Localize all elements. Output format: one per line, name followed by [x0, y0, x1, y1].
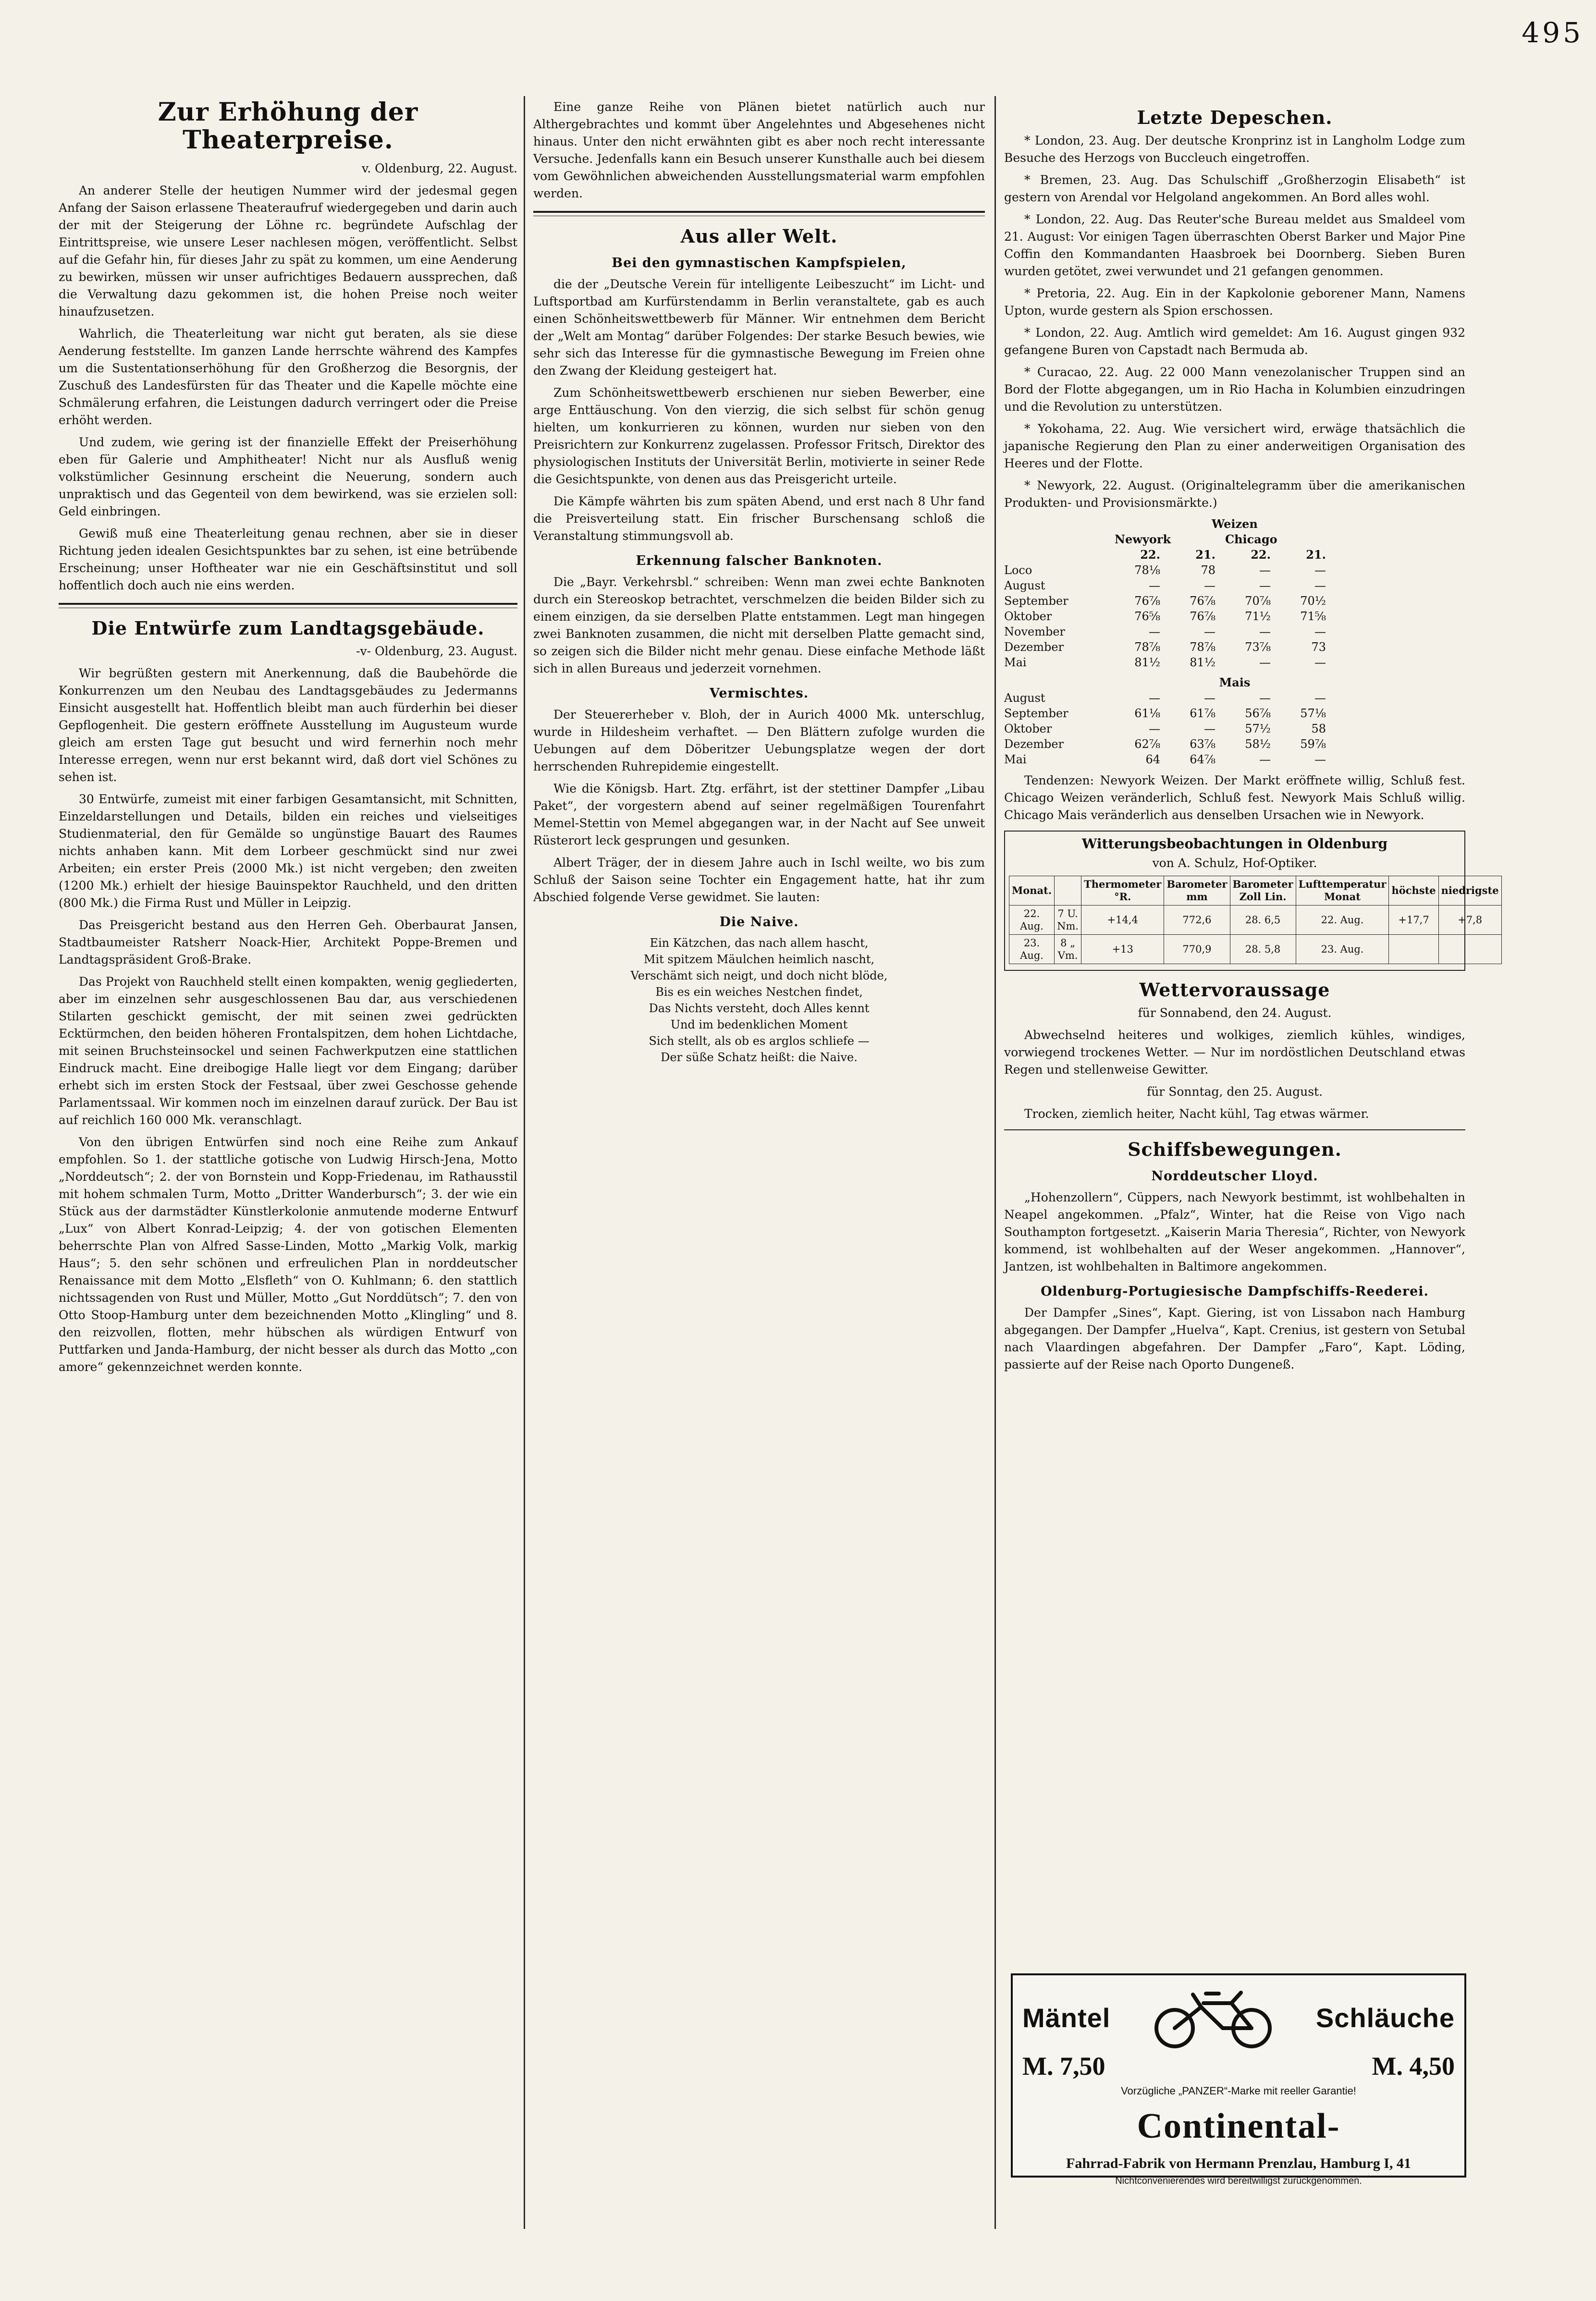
market-cell: —	[1149, 579, 1160, 592]
market-cell: September	[1004, 594, 1068, 608]
market-cell: —	[1149, 722, 1160, 735]
theater-dateline-place: v. Oldenburg,	[362, 161, 444, 175]
dispatch-item: * Curacao, 22. Aug. 22 000 Mann venezolanischer Truppen sind an Bord der Flotte abgegangen, um in Rio Hacha in Kolumbien einzudringen und die Revolution zu unterstützen.	[1004, 365, 1465, 414]
ad-right-price: M. 4,50	[1372, 2052, 1455, 2081]
market-row	[1004, 721, 1465, 736]
market-cell: 81½	[1190, 656, 1215, 669]
market-cell: Mai	[1004, 753, 1027, 766]
weather-cell: +14,4	[1081, 906, 1164, 935]
poem-line: Verschämt sich neigt, und doch nicht blöde,	[630, 969, 888, 982]
poem-line: Mit spitzem Mäulchen heimlich nascht,	[643, 953, 875, 966]
market-row	[1004, 624, 1465, 639]
landtag-article	[59, 665, 517, 1376]
market-cell: 70⅞	[1245, 594, 1271, 608]
weather-cell: 28. 6,5	[1230, 906, 1296, 935]
bicycle-ad	[1011, 1973, 1466, 2186]
theater-paragraph: Gewiß muß eine Theaterleitung genau rechnen, aber sie in dieser Richtung jeden idealen Gesichtspunktes bar zu sehen, ist eine betrübende Erscheinung; unser Hoftheater war nie ein Geschäftsinstitut und soll hoffentlich doch auch nie eins werden.	[59, 526, 517, 592]
poem-line: Und im bedenklichen Moment	[670, 1018, 848, 1031]
market-cell: 70½	[1300, 594, 1326, 608]
games-paragraph: Die Kämpfe währten bis zum späten Abend, und erst nach 8 Uhr fand die Preisverteilung statt. Ein frischer Burschensang schloß die Veranstaltung stimmungsvoll ab.	[533, 494, 985, 543]
market-cell: —	[1259, 656, 1271, 669]
market-cell: Dezember	[1004, 640, 1064, 654]
weather-cell: +13	[1081, 935, 1164, 964]
weather-header: Barometer Zoll Lin.	[1230, 876, 1296, 906]
ad-left-price: M. 7,50	[1022, 2052, 1105, 2081]
weather-header: Barometer mm	[1164, 876, 1230, 906]
market-header-date: 22.	[1251, 548, 1271, 562]
banknotes-subtitle: Erkennung falscher Banknoten.	[636, 553, 883, 568]
landtag-paragraph: Das Projekt von Rauchheld stellt einen kompakten, wenig gegliederten, aber im einzelnen sehr ausgeschlossenen Bau dar, aus verschiedenen Stilarten geschickt gemischt, der mit seinen zwei gedrückten Ecktürmchen, den beiden höheren Frontalspitzen, dem hohen Lichtdache, mit seinen Bruchsteinsockel und seinen Fachwerkputzen eine stattlichen Eindruck macht. Eine dreibogige Halle liegt vor dem Eingang; darüber erhebt sich im ersten Stock der Festsaal, über zwei Geschosse gehende Parlamentssaal. Wir kommen noch im einzelnen darauf zurück. Der Bau ist auf reichlich 160 000 Mk. veranschlagt.	[59, 975, 517, 1127]
wheat-market-table	[1004, 516, 1465, 670]
section-divider	[59, 603, 517, 608]
market-cell: November	[1004, 625, 1066, 638]
market-row	[1004, 593, 1465, 609]
theater-dateline	[59, 160, 517, 177]
market-header-date: 22.	[1140, 548, 1160, 562]
market-row	[1004, 706, 1465, 721]
weather-title: Witterungsbeobachtungen in Oldenburg	[1081, 836, 1388, 852]
shipping-subtitle-lloyd: Norddeutscher Lloyd.	[1151, 1169, 1318, 1184]
market-cell: 76⅞	[1134, 594, 1160, 608]
weather-header: Thermometer °R.	[1081, 876, 1164, 906]
shipping-text-lloyd: „Hohenzollern“, Cüppers, nach Newyork bestimmt, ist wohlbehalten in Neapel angekommen. „Pfalz“, Winter, hat die Reise von Vigo nach Southampton fortgesetzt. „Kaiserin Maria Theresia“, Richter, von Newyork kommend, ist wohlbehalten auf der Weser angekommen. „Hannover“, Jantzen, ist wohlbehalten in Baltimore angekommen.	[1004, 1190, 1465, 1273]
theater-paragraph: An anderer Stelle der heutigen Nummer wird der jedesmal gegen Anfang der Saison erlassene Theateraufruf wiedergegeben und darin auch der mit der Steigerung der Löhne rc. begründete Aufschlag der Eintrittspreise, wie unsere Leser nachlesen mögen, veröffentlicht. Selbst auf die Gefahr hin, für dieses Jahr zu spät zu kommen, um eine Aenderung zu bewirken, müssen wir unser aufrichtiges Bedauern aussprechen, daß die Verwaltung dazu gekommen ist, die hohen Preise noch weiter hinaufzusetzen.	[59, 184, 517, 318]
landtag-paragraph: 30 Entwürfe, zumeist mit einer farbigen Gesamtansicht, mit Schnitten, Einzeldarstellungen und Details, bilden ein reiches und vielseitiges Studienmaterial, den für Gemälde so ungünstige Bauart des Raumes nichts anhaben kann. Mit dem Lorbeer geschmückt sind nur zwei Arbeiten; ein erster Preis (2000 Mk.) ist nicht vergeben; den zweiten (1200 Mk.) erhielt der hiesige Bauinspektor Rauchheld, und den dritten (800 Mk.) die Firma Rust und Müller in Leipzig.	[59, 792, 517, 910]
maize-rows	[1004, 690, 1465, 767]
weather-cell: 22. Aug.	[1009, 906, 1055, 935]
weather-cell: +17,7	[1389, 906, 1438, 935]
wheat-rows	[1004, 563, 1465, 670]
market-cell: —	[1259, 691, 1271, 705]
market-cell: —	[1204, 722, 1215, 735]
market-cell: 78⅞	[1190, 640, 1215, 654]
dispatch-item: * Bremen, 23. Aug. Das Schulschiff „Großherzogin Elisabeth“ ist gestern von Arendal vor Helgoland angekommen. An Bord alles wohl.	[1004, 173, 1465, 204]
market-cell: 56⅞	[1245, 707, 1271, 720]
market-cell: 57⅛	[1300, 707, 1326, 720]
weather-cell	[1438, 935, 1501, 964]
market-cell: —	[1314, 656, 1326, 669]
games-subtitle: Bei den gymnastischen Kampfspielen,	[612, 256, 907, 270]
market-cell: 76⅞	[1190, 610, 1215, 623]
weather-cell: 7 U. Nm.	[1055, 906, 1081, 935]
ad-left-label: Mäntel	[1022, 2002, 1111, 2033]
games-paragraph: die der „Deutsche Verein für intelligente Leibeszucht“ im Licht- und Luftsportbad am Kurfürstendamm in Berlin veranstaltete, gab es auch einen Schönheitswettbewerb für Männer. Wir entnehmen dem Bericht der „Welt am Montag“ darüber Folgendes: Der starke Besuch bewies, wie sehr sich das Interesse für die gymnastische Bewegung im Freien ohne den Zwang der Kleidung gesteigert hat.	[533, 277, 985, 378]
market-cell: —	[1314, 691, 1326, 705]
weather-header	[1055, 876, 1081, 906]
market-cell: 59⅞	[1300, 737, 1326, 751]
market-header-place: Newyork	[1115, 532, 1171, 546]
weather-cell: 772,6	[1164, 906, 1230, 935]
market-cell: 58½	[1245, 737, 1271, 751]
market-cell: 62⅞	[1134, 737, 1160, 751]
forecast-text-1: Abwechselnd heiteres und wolkiges, ziemlich kühles, windiges, vorwiegend trockenes Wetter. — Nur im nordöstlichen Deutschland etwas Regen und stellenweise Gewitter.	[1004, 1028, 1465, 1077]
maize-market-table	[1004, 675, 1465, 767]
market-cell: —	[1149, 691, 1160, 705]
weather-header-row	[1009, 876, 1502, 906]
market-header-place: Chicago	[1225, 532, 1277, 546]
misc-subtitle: Vermischtes.	[709, 686, 809, 701]
exhibition-paragraph: Eine ganze Reihe von Plänen bietet natürlich auch nur Althergebrachtes und kommt über Angelehntes und Abgesehenes nicht hinaus. Unter den nicht erwähnten gibt es aber noch recht interessante Versuche. Jedenfalls kann ein Besuch unserer Kunsthalle auch bei diesem vom Gewöhnlichen abweichenden Ausstellungsmaterial warm empfohlen werden.	[533, 100, 985, 200]
ad-footer: Fahrrad-Fabrik von Hermann Prenzlau, Hamburg I, 41	[1066, 2155, 1411, 2171]
landtag-headline: Die Entwürfe zum Landtagsgebäude.	[91, 617, 485, 639]
world-news-title: Aus aller Welt.	[680, 225, 838, 247]
market-cell: 71⅝	[1300, 610, 1326, 623]
weather-header: höchste	[1389, 876, 1438, 906]
ad-brand: Continental-	[1137, 2106, 1340, 2146]
column-divider-left	[524, 96, 525, 2229]
market-cell: August	[1004, 579, 1045, 592]
market-cell: 71½	[1245, 610, 1271, 623]
market-header-places	[1004, 532, 1465, 547]
shipping-subtitle-oldenburg: Oldenburg-Portugiesische Dampfschiffs-Reederei.	[1041, 1284, 1429, 1299]
bicycle-icon	[1146, 1984, 1280, 2051]
market-cell: Mai	[1004, 656, 1027, 669]
dispatch-item: * London, 23. Aug. Der deutsche Kronprinz ist in Langholm Lodge zum Besuche des Herzogs von Buccleuch eingetroffen.	[1004, 134, 1465, 165]
market-header-dates	[1004, 547, 1465, 563]
market-row	[1004, 609, 1465, 624]
market-cell: Dezember	[1004, 737, 1064, 751]
market-cell: 61⅛	[1134, 707, 1160, 720]
forecast-day-2: für Sonntag, den 25. August.	[1146, 1085, 1323, 1099]
shipping-divider	[1004, 1129, 1465, 1130]
poem-line: Der süße Schatz heißt: die Naive.	[661, 1051, 858, 1064]
market-cell: 78	[1201, 563, 1215, 577]
theater-price-headline: Zur Erhöhung der Theaterpreise.	[158, 98, 418, 155]
market-cell: Oktober	[1004, 610, 1052, 623]
market-header-date: 21.	[1195, 548, 1215, 562]
market-cell: 78⅛	[1134, 563, 1160, 577]
market-row	[1004, 655, 1465, 670]
forecast-day-1: für Sonnabend, den 24. August.	[1138, 1006, 1332, 1020]
market-cell: —	[1259, 753, 1271, 766]
dispatch-item: * Pretoria, 22. Aug. Ein in der Kapkolonie geborener Mann, Namens Upton, wurde gestern als Spion erschossen.	[1004, 286, 1465, 318]
market-cell: —	[1314, 579, 1326, 592]
market-cell: September	[1004, 707, 1068, 720]
market-row	[1004, 563, 1465, 578]
weather-cell: +7,8	[1438, 906, 1501, 935]
ad-price-row	[1022, 2051, 1455, 2081]
landtag-paragraph: Das Preisgericht bestand aus den Herren Geh. Oberbaurat Jansen, Stadtbaumeister Ratsherr Noack-Hier, Architekt Poppe-Bremen und Landtagspräsident Groß-Brake.	[59, 918, 517, 967]
market-tendencies: Tendenzen: Newyork Weizen. Der Markt eröffnete willig, Schluß fest. Chicago Weizen veränderlich, Schluß fest. Newyork Mais Schluß willig. Chicago Mais veränderlich aus denselben Ursachen wie in Newyork.	[1004, 773, 1465, 822]
ad-top-row	[1022, 1984, 1455, 2051]
market-cell: 64	[1145, 753, 1160, 766]
market-cell: August	[1004, 691, 1045, 705]
ad-note: Vorzügliche „PANZER“-Marke mit reeller Garantie!	[1121, 2085, 1356, 2097]
market-row	[1004, 578, 1465, 593]
wheat-market-title: Weizen	[1212, 517, 1258, 531]
market-cell: —	[1314, 753, 1326, 766]
market-row	[1004, 690, 1465, 706]
weather-cell: 23. Aug.	[1009, 935, 1055, 964]
market-cell: 78⅞	[1134, 640, 1160, 654]
page-number: 495	[1522, 16, 1584, 49]
landtag-paragraph: Von den übrigen Entwürfen sind noch eine Reihe zum Ankauf empfohlen. So 1. der stattliche gotische von Ludwig Hirsch-Jena, Motto „Norddeutsch“; 2. der von Bornstein und Kopp-Friedenau, im Rathausstil mit hohem schmalen Turm, Motto „Dritter Wanderbursch“; 3. der wie ein Stück aus der darmstädter Künstlerkolonie anmutende moderne Entwurf „Lux“ von Albert Konrad-Leipzig; 4. der von gotischen Elementen beherrschte Plan von Alfred Sasse-Linden, Motto „Markig Volk, markig Haus“; 5. den sehr schönen und erfreulichen Plan in norddeutscher Renaissance mit dem Motto „Elsfleth“ von O. Kuhlmann; 6. den stattlich nichtssagenden von Rust und Müller, Motto „Gut Norddütsch“; 7. den von Otto Stoop-Hamburg unter dem bezeichnenden Motto „Klingling“ und 8. den reizvollen, flotten, mehr hübschen als würdigen Entwurf von Puttfarken und Janda-Hamburg, der nicht besser als durch das Motto „con amore“ gekennzeichnet werden konnte.	[59, 1135, 517, 1374]
dispatch-item: * Newyork, 22. August. (Originaltelegramm über die amerikanischen Produkten- und Provisionsmärkte.)	[1004, 478, 1465, 510]
landtag-dateline-place: -v- Oldenburg,	[356, 644, 444, 658]
market-row	[1004, 752, 1465, 767]
maize-market-title: Mais	[1219, 675, 1251, 689]
weather-subtitle: von A. Schulz, Hof-Optiker.	[1152, 856, 1317, 870]
market-cell: —	[1314, 563, 1326, 577]
market-cell: —	[1259, 579, 1271, 592]
poem-line: Das Nichts versteht, doch Alles kennt	[649, 1002, 870, 1015]
market-cell: 81½	[1134, 656, 1160, 669]
theater-article	[59, 182, 517, 594]
market-header-date: 21.	[1306, 548, 1326, 562]
market-cell: —	[1259, 563, 1271, 577]
landtag-dateline-date: 23. August.	[448, 644, 517, 658]
theater-paragraph: Und zudem, wie gering ist der finanzielle Effekt der Preiserhöhung eben für Galerie und Amphitheater! Nicht nur als Ausfluß wenig volkstümlicher Gesinnung erscheint die Neuerung, sondern auch unpraktisch und das Gegenteil von dem bewirkend, was sie erzielen soll: Geld einbringen.	[59, 435, 517, 518]
theater-paragraph: Wahrlich, die Theaterleitung war nicht gut beraten, als sie diese Aenderung feststellte. Im ganzen Lande herrschte während des Kampfes um die Sustentationserhöhung für den Großherzog die Besorgnis, der Zuschuß des Landesfürsten für das Theater und die Kapelle möchte eine Schmälerung erfahren, die Leistungen dadurch verringert oder die Preise erhöht werden.	[59, 327, 517, 427]
theater-dateline-date: 22. August.	[448, 161, 517, 175]
weather-body	[1009, 906, 1502, 964]
poem	[533, 935, 985, 1065]
dispatches-headline: Letzte Depeschen.	[1137, 107, 1333, 128]
weather-header: niedrigste	[1438, 876, 1501, 906]
market-cell: 57½	[1245, 722, 1271, 735]
weather-table	[1009, 876, 1502, 964]
ad-footnote: Nichtconvenierendes wird bereitwilligst zurückgenommen.	[1115, 2176, 1362, 2186]
poem-line: Sich stellt, als ob es arglos schliefe —	[649, 1034, 870, 1048]
weather-cell: 770,9	[1164, 935, 1230, 964]
market-cell: —	[1204, 625, 1215, 638]
market-cell: 63⅞	[1190, 737, 1215, 751]
right-column	[1004, 98, 1499, 2222]
weather-cell: 28. 5,8	[1230, 935, 1296, 964]
weather-cell: 22. Aug.	[1296, 906, 1389, 935]
dispatch-item: * London, 22. Aug. Das Reuter'sche Bureau meldet aus Smaldeel vom 21. August: Vor einigen Tagen überraschten Oberst Barker und Major Pine Coffin den Kommandanten Haasbroek bei Doornberg. Sieben Buren wurden getötet, zwei verwundet und 21 gefangen genommen.	[1004, 212, 1465, 278]
market-cell: Loco	[1004, 563, 1032, 577]
shipping-title: Schiffsbewegungen.	[1128, 1138, 1342, 1160]
market-cell: 61⅞	[1190, 707, 1215, 720]
ad-right-label: Schläuche	[1315, 2002, 1455, 2033]
weather-row	[1009, 906, 1502, 935]
market-cell: —	[1204, 579, 1215, 592]
landtag-paragraph: Wir begrüßten gestern mit Anerkennung, daß die Baubehörde die Konkurrenzen um den Neubau des Landtagsgebäudes zu Jedermanns Einsicht ausgestellt hat. Hoffentlich bleibt man auch fürderhin bei dieser Gepflogenheit. Die gestern eröffnete Ausstellung im Augusteum wurde gleich am ersten Tage gut besucht und wird fernerhin noch mehr Interesse erregen, wenn nur erst bekannt wird, daß dort viel Schönes zu sehen ist.	[59, 666, 517, 784]
weather-cell	[1389, 935, 1438, 964]
weather-box	[1004, 831, 1499, 971]
misc-paragraph: Der Steuererheber v. Bloh, der in Aurich 4000 Mk. unterschlug, wurde in Hildesheim verhaftet. — Den Blättern zufolge wurden die Uebungen auf dem Döberitzer Uebungsplatze wegen der dort herrschenden Ruhrepidemie eingestellt.	[533, 708, 985, 773]
market-cell: 76⅞	[1190, 594, 1215, 608]
shipping-text-oldenburg: Der Dampfer „Sines“, Kapt. Giering, ist von Lissabon nach Hamburg abgegangen. Der Dampfer „Huelva“, Kapt. Crenius, ist gestern von Setubal nach Vlaardingen abgefahren. Der Dampfer „Faro“, Kapt. Löding, passierte auf der Reise nach Oporto Dungeneß.	[1004, 1306, 1465, 1371]
dispatch-item: * Yokohama, 22. Aug. Wie versichert wird, erwäge thatsächlich die japanische Regierung den Plan zu einer anderweitigen Organisation des Heeres und der Flotte.	[1004, 422, 1465, 470]
market-cell: Oktober	[1004, 722, 1052, 735]
forecast-title: Wettervoraussage	[1139, 979, 1330, 1001]
middle-column	[533, 98, 985, 2222]
market-cell: —	[1149, 625, 1160, 638]
column-divider-right	[994, 96, 996, 2229]
market-cell: 58	[1311, 722, 1326, 735]
landtag-dateline	[59, 643, 517, 660]
misc-paragraph: Albert Träger, der in diesem Jahre auch in Ischl weilte, wo bis zum Schluß der Saison seine Tochter ein Engagement hatte, hat ihr zum Abschied folgende Verse gewidmet. Sie lauten:	[533, 856, 985, 904]
weather-cell: 23. Aug.	[1296, 935, 1389, 964]
market-cell: 73⅞	[1245, 640, 1271, 654]
poem-title: Die Naive.	[719, 915, 799, 930]
weather-header: Lufttemperatur Monat	[1296, 876, 1389, 906]
forecast-text-2: Trocken, ziemlich heiter, Nacht kühl, Tag etwas wärmer.	[1024, 1107, 1369, 1121]
weather-header: Monat.	[1009, 876, 1055, 906]
market-cell: —	[1314, 625, 1326, 638]
poem-line: Ein Kätzchen, das nach allem hascht,	[650, 936, 869, 950]
left-column	[59, 98, 517, 2222]
section-divider	[533, 211, 985, 216]
misc-paragraph: Wie die Königsb. Hart. Ztg. erfährt, ist der stettiner Dampfer „Libau Paket“, der vorgestern abend auf seiner regelmäßigen Tourenfahrt Memel-Stettin von Memel abgegangen war, in der Nacht auf See unweit Rüsterort leck gesprungen und gesunken.	[533, 782, 985, 847]
market-row	[1004, 736, 1465, 752]
market-cell: —	[1204, 691, 1215, 705]
market-cell: 76⅝	[1134, 610, 1160, 623]
weather-row	[1009, 935, 1502, 964]
dispatch-item: * London, 22. Aug. Amtlich wird gemeldet: Am 16. August gingen 932 gefangene Buren von Capstadt nach Bermuda ab.	[1004, 326, 1465, 357]
market-row	[1004, 639, 1465, 655]
market-cell: —	[1259, 625, 1271, 638]
weather-cell: 8 „ Vm.	[1055, 935, 1081, 964]
market-cell: 73	[1311, 640, 1326, 654]
banknotes-paragraph: Die „Bayr. Verkehrsbl.“ schreiben: Wenn man zwei echte Banknoten durch ein Stereoskop betrachtet, verschmelzen die beiden Bilder sich zu einem einzigen, da sie derselben Platte entstammen. Legt man hingegen zwei Banknoten zusammen, die nicht mit derselben Platte gemacht sind, so zeigen sich die Bilder nicht mehr genau. Diese einfache Methode läßt sich in allen Bureaus und jederzeit vornehmen.	[533, 575, 985, 675]
poem-line: Bis es ein weiches Nestchen findet,	[655, 985, 863, 999]
market-cell: 64⅞	[1190, 753, 1215, 766]
games-paragraph: Zum Schönheitswettbewerb erschienen nur sieben Bewerber, eine arge Enttäuschung. Von den vierzig, die sich selbst für schön genug hielten, um konkurrieren zu können, wurden nur sieben von den Preisrichtern zur Konkurrenz zugelassen. Professor Fritsch, Direktor des physiologischen Instituts der Universität Berlin, motivierte in seiner Rede die Gesichtspunkte, von denen aus das Preisgericht urteile.	[533, 386, 985, 486]
